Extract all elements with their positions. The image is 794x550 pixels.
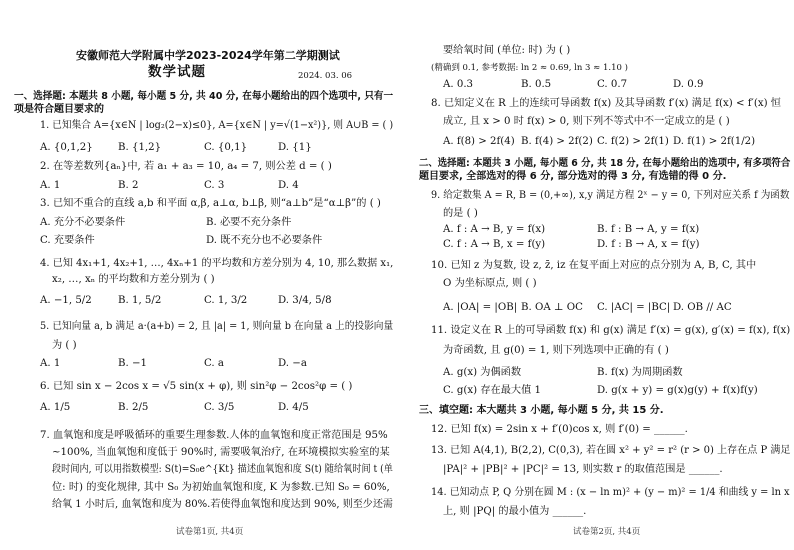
- q3-option-c: C. 充要条件: [40, 235, 95, 246]
- q10-option-a: A. |OA| = |OB|: [443, 302, 518, 313]
- q9-line-2: 的是 ( ): [443, 208, 478, 219]
- q1-option-a: A. {0,1,2}: [40, 142, 93, 153]
- q9-option-b: B. f : B → A, y = f(x): [597, 224, 700, 235]
- q3-option-b: B. 必要不充分条件: [206, 217, 292, 228]
- q9-option-c: C. f : A → B, x = f(y): [443, 239, 546, 250]
- q2-option-d: D. 4: [278, 180, 299, 191]
- section1-header: 一、选择题: 本题共 8 小题, 每小题 5 分, 共 40 分, 在每小题给出的四个选项中, 只有一: [14, 91, 394, 102]
- q5-option-d: D. −a: [278, 358, 307, 369]
- q4-option-a: A. −1, 5/2: [40, 295, 92, 306]
- q6-option-d: D. 4/5: [278, 402, 309, 413]
- q5-option-c: C. a: [204, 358, 224, 369]
- q5-stem-cont: 为 ( ): [52, 340, 77, 351]
- q4-option-d: D. 3/4, 5/8: [278, 295, 332, 306]
- page-2: [397, 0, 794, 550]
- q11-option-d: D. g(x + y) = g(x)g(y) + f(x)f(y): [597, 385, 758, 396]
- exam-date: 2024. 03. 06: [298, 71, 353, 81]
- page-footer-left: 试卷第1页, 共4页: [176, 527, 244, 537]
- q13-line-1: 13. 已知 A(4,1), B(2,2), C(0,3), 若在圆 x² + y² = r² (r > 0) 上存在点 P 满足: [431, 445, 791, 456]
- q11-option-c: C. g(x) 存在最大值 1: [443, 385, 542, 396]
- q7-option-b: B. 0.5: [521, 79, 552, 90]
- q2-option-b: B. 2: [118, 180, 139, 191]
- q4-stem: 4. 已知 4x₁+1, 4x₂+1, …, 4xₙ+1 的平均数和方差分别为 4, 10, 那么数据 x₁,: [40, 258, 394, 269]
- q9-line-1: 9. 给定数集 A = R, B = (0,+∞), x,y 满足方程 2ˣ − y = 0, 下列对应关系 f 为函数: [431, 190, 790, 201]
- q2-option-a: A. 1: [40, 180, 61, 191]
- q1-stem: 1. 已知集合 A={x∈N | log₂(2−x)≤0}, A={x∈N | y=√(1−x²)}, 则 A∪B = ( ): [40, 120, 394, 131]
- q10-option-b: B. OA ⊥ OC: [521, 302, 583, 313]
- q7-line-2: ~100%, 当血氧饱和度低于 90%时, 需要吸氧治疗, 在环境模拟实验室的某: [52, 447, 390, 458]
- q9-option-d: D. f : B → A, x = f(y): [597, 239, 700, 250]
- q7-continuation: 要给氧时间 (单位: 时) 为 ( ): [443, 45, 571, 56]
- q10-option-c: C. |AC| = |BC|: [597, 302, 671, 313]
- section2-header: 二、选择题: 本题共 3 小题, 每小题 6 分, 共 18 分, 在每小题给出的选项中, 有多项符合: [419, 158, 791, 169]
- q8-option-d: D. f(1) > 2f(1/2): [673, 136, 756, 147]
- q2-stem: 2. 在等差数列{aₙ}中, 若 a₁ + a₃ = 10, a₄ = 7, 则公差 d = ( ): [40, 161, 332, 172]
- subject-title: 数学试题: [148, 64, 206, 80]
- q10-line-1: 10. 已知 z 为复数, 设 z, z̄, iz 在复平面上对应的点分别为 A, B, C, 其中: [431, 260, 757, 271]
- q11-line-2: 为奇函数, 且 g(0) = 1, 则下列选项中正确的有 ( ): [443, 345, 669, 356]
- q8-option-c: C. f(2) > 2f(1): [597, 136, 669, 147]
- q5-option-a: A. 1: [40, 358, 61, 369]
- q7-line-3: 段时间内, 可以用指数模型: S(t)=S₀e^{Kt} 描述血氧饱和度 S(t) 随给氧时间 t (单: [52, 464, 393, 475]
- q7-option-d: D. 0.9: [673, 79, 704, 90]
- q7-option-a: A. 0.3: [443, 79, 474, 90]
- school-title: 安徽师范大学附属中学2023-2024学年第二学期测试: [76, 49, 340, 62]
- q5-stem: 5. 已知向量 a, b 满足 a·(a+b) = 2, 且 |a| = 1, 则向量 b 在向量 a 上的投影向量: [40, 321, 394, 332]
- q3-option-a: A. 充分不必要条件: [40, 217, 126, 228]
- q6-option-a: A. 1/5: [40, 402, 71, 413]
- page-footer-right: 试卷第2页, 共4页: [573, 527, 641, 537]
- q8-option-a: A. f(8) > 2f(4): [443, 136, 515, 147]
- q2-option-c: C. 3: [204, 180, 225, 191]
- q7-note: (精确到 0.1, 参考数据: ln 2 ≈ 0.69, ln 3 ≈ 1.10 ): [431, 63, 628, 73]
- q3-stem: 3. 已知不重合的直线 a,b 和平面 α,β, a⊥α, b⊥β, 则“a⊥b”是“α⊥β”的 ( ): [40, 198, 381, 209]
- q11-line-1: 11. 设定义在 R 上的可导函数 f(x) 和 g(x) 满足 f′(x) = g(x), g′(x) = f(x), f(x): [431, 325, 791, 336]
- q6-option-b: B. 2/5: [118, 402, 149, 413]
- section3-header: 三、填空题: 本大题共 3 小题, 每小题 5 分, 共 15 分.: [419, 405, 664, 416]
- q9-option-a: A. f : A → B, y = f(x): [443, 224, 546, 235]
- q8-line-1: 8. 已知定义在 R 上的连续可导函数 f(x) 及其导函数 f′(x) 满足 f(x) < f′(x) 恒: [431, 98, 781, 109]
- q4-option-c: C. 1, 3/2: [204, 295, 248, 306]
- q4-stem-cont: x₂, …, xₙ 的平均数和方差分别为 ( ): [52, 274, 215, 285]
- q13-line-2: |PA|² + |PB|² + |PC|² = 13, 则实数 r 的取值范围是 ______.: [443, 464, 723, 475]
- q3-option-d: D. 既不充分也不必要条件: [206, 235, 323, 246]
- q11-option-a: A. g(x) 为偶函数: [443, 367, 522, 378]
- q4-option-b: B. 1, 5/2: [118, 295, 162, 306]
- q7-line-5: 给氧 1 小时后, 血氧饱和度为 80%.若使得血氧饱和度达到 90%, 则至少还需: [52, 499, 393, 510]
- q7-line-1: 7. 血氧饱和度是呼吸循环的重要生理参数.人体的血氧饱和度正常范围是 95%: [40, 430, 388, 441]
- q8-option-b: B. f(4) > 2f(2): [521, 136, 593, 147]
- q5-option-b: B. −1: [118, 358, 147, 369]
- q7-option-c: C. 0.7: [597, 79, 628, 90]
- section1-header-cont: 项是符合题目要求的: [14, 104, 104, 115]
- q8-line-2: 成立, 且 x > 0 时 f(x) > 0, 则下列不等式中不一定成立的是 ( ): [443, 116, 730, 127]
- q1-option-d: D. {1}: [278, 142, 312, 153]
- q1-option-b: B. {1,2}: [118, 142, 162, 153]
- q12-stem: 12. 已知 f(x) = 2sin x + f′(0)cos x, 则 f′(0) = ______.: [431, 424, 688, 435]
- section2-header-cont: 题目要求, 全部选对的得 6 分, 部分选对的得 3 分, 有选错的得 0 分.: [419, 171, 727, 182]
- q14-line-1: 14. 已知动点 P, Q 分别在圆 M : (x − ln m)² + (y − m)² = 1/4 和曲线 y = ln x: [431, 487, 790, 498]
- q10-line-2: O 为坐标原点, 则 ( ): [443, 278, 537, 289]
- q11-option-b: B. f(x) 为周期函数: [597, 367, 683, 378]
- q6-option-c: C. 3/5: [204, 402, 235, 413]
- q1-option-c: C. {0,1}: [204, 142, 248, 153]
- q10-option-d: D. OB // AC: [673, 302, 732, 313]
- q6-stem: 6. 已知 sin x − 2cos x = √5 sin(x + φ), 则 sin²φ − 2cos²φ = ( ): [40, 381, 353, 392]
- q14-line-2: 上, 则 |PQ| 的最小值为 ______.: [443, 506, 587, 517]
- q7-line-4: 位: 时) 的变化规律, 其中 S₀ 为初始血氧饱和度, K 为参数.已知 S₀ = 60%,: [52, 482, 390, 493]
